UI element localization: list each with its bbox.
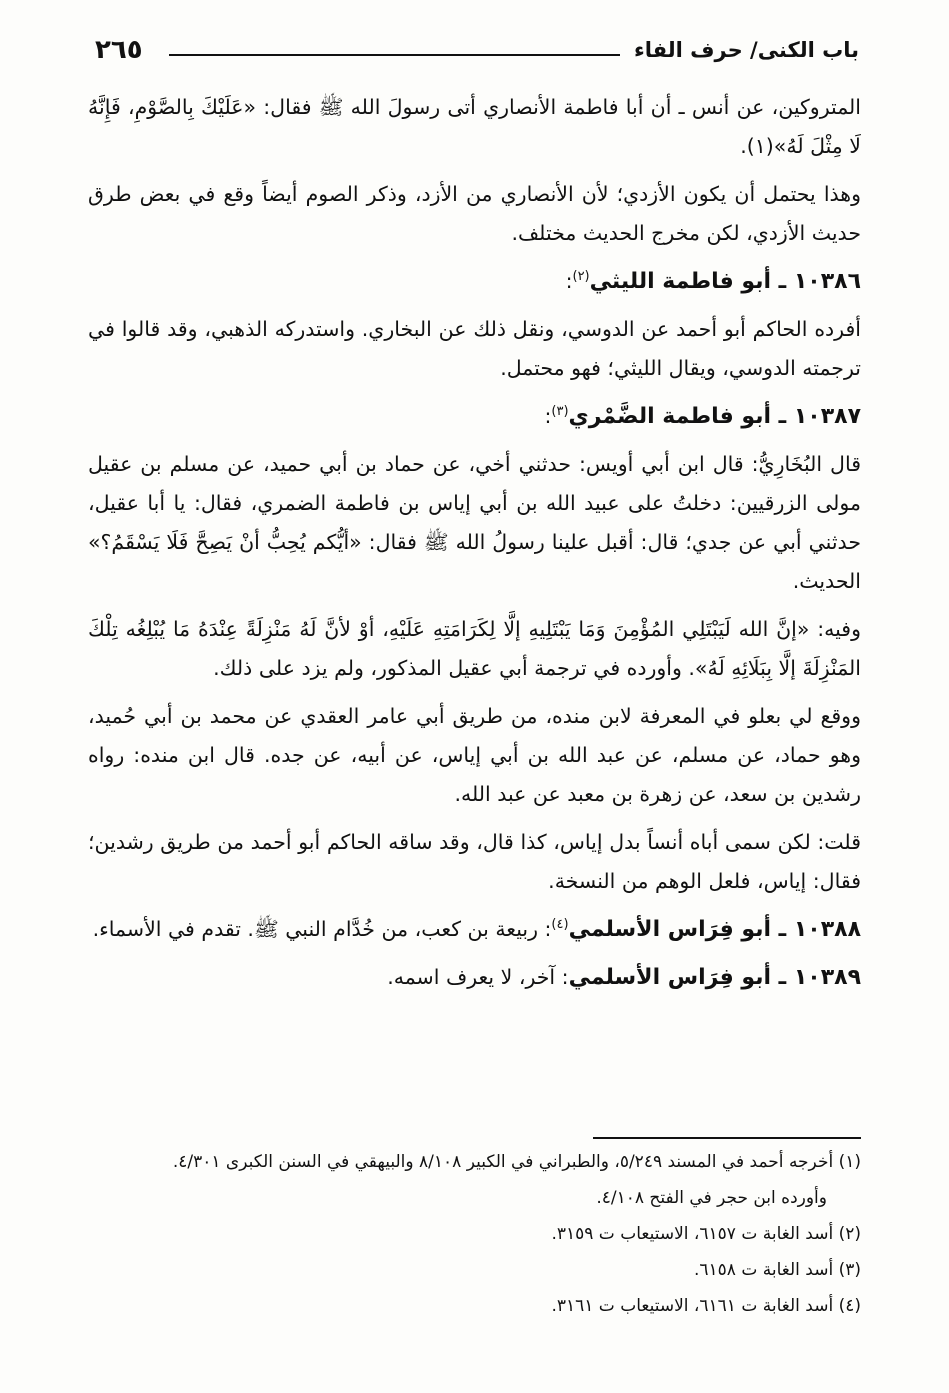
entry-10388 (88, 910, 861, 949)
entry-10388-text: : ربيعة بن كعب، من خُدَّام النبي ﷺ. تقدم في الأسماء. (92, 917, 552, 941)
entry-10388-heading: ١٠٣٨٨ ـ أبو فِرَاس الأسلمي (568, 917, 861, 942)
paragraph-7: قلت: لكن سمى أباه أنساً بدل إياس، كذا قال، وقد ساقه الحاكم أبو أحمد من طريق رشدين؛ فقال: إياس، فلعل الوهم من النسخة. (88, 830, 861, 893)
entry-10389-text: : آخر، لا يعرف اسمه. (387, 965, 569, 989)
header-rule (169, 54, 620, 56)
running-head: باب الكنى/ حرف الفاء (633, 38, 859, 62)
footnote-4: (٤) أسد الغابة ت ٦١٦١، الاستيعاب ت ٣١٦١. (551, 1296, 861, 1316)
main-text (88, 88, 861, 1006)
entry-10386-heading: ١٠٣٨٦ ـ أبو فاطمة الليثي (589, 269, 861, 294)
footnote-ref-3: (٣) (551, 404, 569, 420)
page-number: ٢٦٥ (95, 35, 143, 65)
entry-10387-colon: : (544, 404, 552, 428)
page-header (95, 30, 859, 70)
paragraph-1: المتروكين، عن أنس ـ أن أبا فاطمة الأنصاري أتى رسولَ الله ﷺ فقال: «عَلَيْكَ بِالصَّوْمِ، فَإِنَّهُ لَا مِثْلَ لَهُ»(١). (88, 95, 861, 158)
entry-10387 (88, 397, 861, 436)
footnote-3: (٣) أسد الغابة ت ٦١٥٨. (694, 1260, 861, 1280)
footnote-separator (593, 1137, 861, 1139)
entry-10387-heading: ١٠٣٨٧ ـ أبو فاطمة الضَّمْري (568, 404, 861, 429)
paragraph-2: وهذا يحتمل أن يكون الأزدي؛ لأن الأنصاري من الأزد، وذكر الصوم أيضاً وقع في بعض طرق حديث الأزدي، لكن مخرج الحديث مختلف. (88, 182, 861, 245)
footnote-1-continuation: وأورده ابن حجر في الفتح ٤/١٠٨. (596, 1188, 827, 1208)
entry-10389 (88, 958, 861, 997)
footnote-2: (٢) أسد الغابة ت ٦١٥٧، الاستيعاب ت ٣١٥٩. (551, 1224, 861, 1244)
entry-10389-heading: ١٠٣٨٩ ـ أبو فِرَاس الأسلمي (568, 965, 861, 990)
footnote-1: (١) أخرجه أحمد في المسند ٥/٢٤٩، والطبراني في الكبير ٨/١٠٨ والبيهقي في السنن الكبرى ٤/٣٠١. (172, 1152, 861, 1172)
paragraph-3: أفرده الحاكم أبو أحمد عن الدوسي، ونقل ذلك عن البخاري. واستدركه الذهبي، وقد قالوا في ترجمته الدوسي، ويقال الليثي؛ فهو محتمل. (88, 317, 861, 380)
paragraph-5: وفيه: «إنَّ الله لَيَبْتَلِي المُؤْمِنَ وَمَا يَبْتَلِيهِ إلَّا لِكَرَامَتِهِ عَلَيْهِ، أوْ لأنَّ لَهُ مَنْزِلَةً عِنْدَهُ مَا يُبْلِغُه تِلْكَ المَنْزِلَةَ إلَّا بِبَلَائِهِ لَهُ». وأورده في ترجمة أبي عقيل المذكور، ولم يزد على ذلك. (88, 617, 861, 680)
entry-10386 (88, 262, 861, 301)
footnote-ref-4: (٤) (551, 917, 569, 933)
paragraph-6: ووقع لي بعلو في المعرفة لابن منده، من طريق أبي عامر العقدي عن محمد بن أبي حُميد، وهو حماد، عن مسلم، عن عبد الله بن أبي إياس، عن أبيه، عن جده. قال ابن منده: رواه رشدين بن سعد، عن زهرة بن معبد عن عبد الله. (88, 704, 861, 806)
footnotes (88, 1147, 861, 1327)
paragraph-4: قال البُخَارِيُّ: قال ابن أبي أويس: حدثني أخي، عن حماد بن أبي حميد، عن مسلم بن عقيل مولى الزرقيين: دخلتُ على عبيد الله بن أبي إياس بن فاطمة الضمري، فقال: يا أبا عقيل، حدثني أبي عن جدي؛ قال: أقبل علينا رسولُ الله ﷺ فقال: «أيُّكم يُحِبُّ أنْ يَصِحَّ فَلَا يَسْقَمُ؟» الحديث. (88, 452, 861, 593)
entry-10386-colon: : (565, 269, 573, 293)
footnote-ref-2: (٢) (572, 269, 590, 285)
